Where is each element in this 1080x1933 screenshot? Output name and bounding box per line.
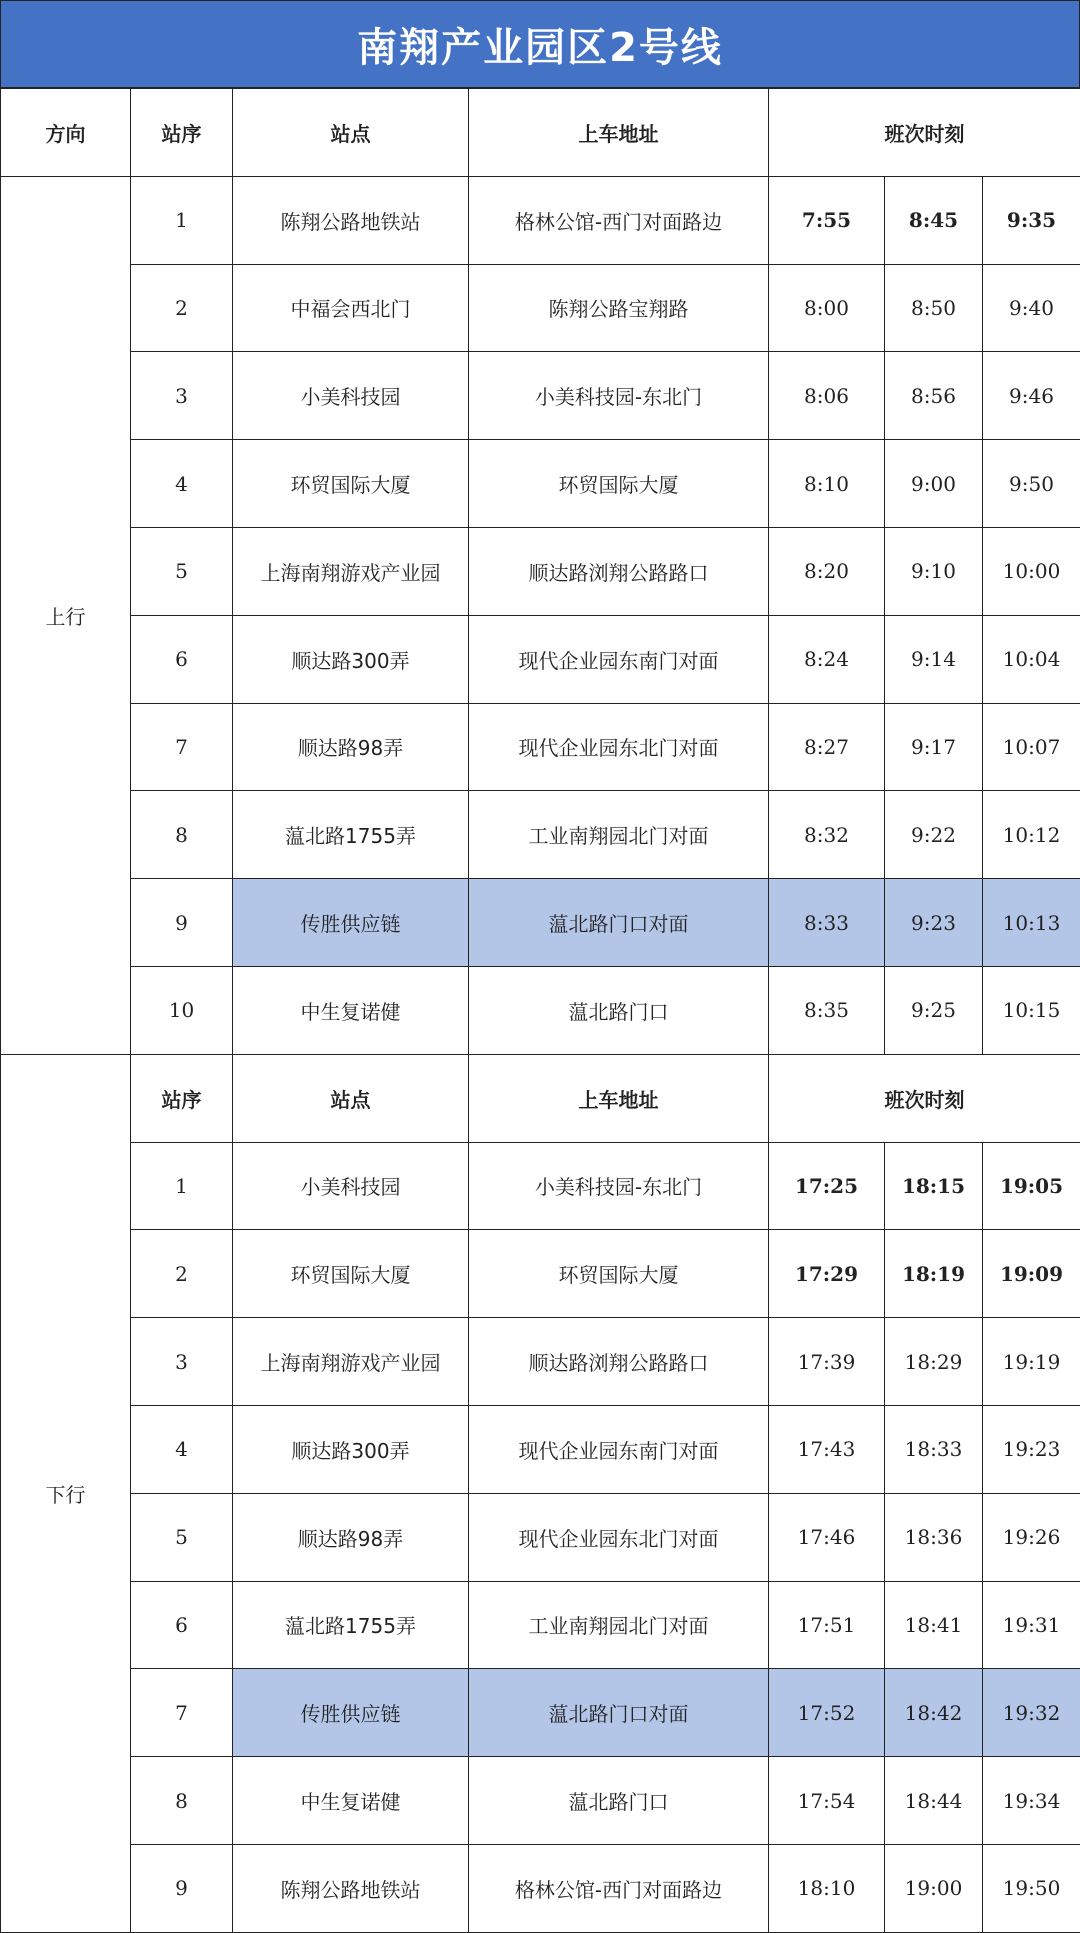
departure-time-cell: 8:32 xyxy=(769,791,885,879)
seq-cell: 1 xyxy=(131,176,233,264)
departure-time-cell: 9:14 xyxy=(885,615,983,703)
station-cell: 中福会西北门 xyxy=(233,264,469,352)
address-cell: 现代企业园东南门对面 xyxy=(469,615,769,703)
station-cell: 中生复诺健 xyxy=(233,1757,469,1845)
station-cell: 顺达路300弄 xyxy=(233,615,469,703)
station-cell: 蕰北路1755弄 xyxy=(233,1581,469,1669)
address-cell: 格林公馆-西门对面路边 xyxy=(469,1844,769,1932)
departure-time-cell: 19:50 xyxy=(983,1844,1080,1932)
seq-cell: 10 xyxy=(131,966,233,1054)
departure-time-cell: 8:33 xyxy=(769,879,885,967)
address-header: 上车地址 xyxy=(469,89,769,177)
station-cell: 陈翔公路地铁站 xyxy=(233,1844,469,1932)
table-row xyxy=(1,352,1080,440)
departure-time-cell: 19:32 xyxy=(983,1669,1080,1757)
departure-time-cell: 10:13 xyxy=(983,879,1080,967)
station-cell: 传胜供应链 xyxy=(233,1669,469,1757)
seq-cell: 8 xyxy=(131,791,233,879)
direction-header: 方向 xyxy=(1,89,131,177)
departure-time-cell: 9:46 xyxy=(983,352,1080,440)
address-cell: 现代企业园东南门对面 xyxy=(469,1405,769,1493)
table-row xyxy=(1,1669,1080,1757)
departure-time-cell: 18:33 xyxy=(885,1405,983,1493)
station-cell: 小美科技园 xyxy=(233,352,469,440)
departure-time-cell: 18:10 xyxy=(769,1844,885,1932)
departure-time-cell: 17:39 xyxy=(769,1318,885,1406)
departure-time-cell: 8:20 xyxy=(769,527,885,615)
address-cell: 顺达路浏翔公路路口 xyxy=(469,527,769,615)
departure-time-cell: 19:00 xyxy=(885,1844,983,1932)
departure-time-cell: 19:19 xyxy=(983,1318,1080,1406)
down-header-row xyxy=(1,1054,1080,1142)
address-cell: 工业南翔园北门对面 xyxy=(469,791,769,879)
table-row xyxy=(1,176,1080,264)
station-cell: 环贸国际大厦 xyxy=(233,440,469,528)
address-cell: 工业南翔园北门对面 xyxy=(469,1581,769,1669)
departure-time-cell: 8:50 xyxy=(885,264,983,352)
departure-time-cell: 9:22 xyxy=(885,791,983,879)
departure-time-cell: 8:27 xyxy=(769,703,885,791)
address-cell: 蕰北路门口对面 xyxy=(469,879,769,967)
departure-time-cell: 18:41 xyxy=(885,1581,983,1669)
table-row xyxy=(1,527,1080,615)
departure-time-cell: 9:35 xyxy=(983,176,1080,264)
table-row xyxy=(1,1142,1080,1230)
station-cell: 顺达路98弄 xyxy=(233,1493,469,1581)
times-header: 班次时刻 xyxy=(769,89,1080,177)
departure-time-cell: 10:15 xyxy=(983,966,1080,1054)
address-cell: 陈翔公路宝翔路 xyxy=(469,264,769,352)
table-row xyxy=(1,264,1080,352)
table-row xyxy=(1,1757,1080,1845)
address-cell: 蕰北路门口对面 xyxy=(469,1669,769,1757)
departure-time-cell: 8:35 xyxy=(769,966,885,1054)
address-cell: 顺达路浏翔公路路口 xyxy=(469,1318,769,1406)
table-row xyxy=(1,615,1080,703)
seq-cell: 4 xyxy=(131,1405,233,1493)
station-cell: 环贸国际大厦 xyxy=(233,1230,469,1318)
seq-cell: 7 xyxy=(131,703,233,791)
departure-time-cell: 8:56 xyxy=(885,352,983,440)
departure-time-cell: 7:55 xyxy=(769,176,885,264)
departure-time-cell: 9:40 xyxy=(983,264,1080,352)
table-row xyxy=(1,879,1080,967)
table-row xyxy=(1,1318,1080,1406)
departure-time-cell: 17:46 xyxy=(769,1493,885,1581)
departure-time-cell: 17:52 xyxy=(769,1669,885,1757)
departure-time-cell: 18:42 xyxy=(885,1669,983,1757)
departure-time-cell: 19:34 xyxy=(983,1757,1080,1845)
seq-cell: 5 xyxy=(131,527,233,615)
seq-cell: 1 xyxy=(131,1142,233,1230)
station-header: 站点 xyxy=(233,1054,469,1142)
departure-time-cell: 9:10 xyxy=(885,527,983,615)
station-cell: 上海南翔游戏产业园 xyxy=(233,527,469,615)
departure-time-cell: 9:25 xyxy=(885,966,983,1054)
address-header: 上车地址 xyxy=(469,1054,769,1142)
seq-cell: 6 xyxy=(131,615,233,703)
table-row xyxy=(1,1405,1080,1493)
station-cell: 蕰北路1755弄 xyxy=(233,791,469,879)
address-cell: 环贸国际大厦 xyxy=(469,1230,769,1318)
address-cell: 蕰北路门口 xyxy=(469,1757,769,1845)
seq-cell: 4 xyxy=(131,440,233,528)
departure-time-cell: 18:19 xyxy=(885,1230,983,1318)
table-row xyxy=(1,791,1080,879)
seq-cell: 9 xyxy=(131,879,233,967)
departure-time-cell: 19:05 xyxy=(983,1142,1080,1230)
departure-time-cell: 18:44 xyxy=(885,1757,983,1845)
seq-cell: 3 xyxy=(131,1318,233,1406)
station-cell: 小美科技园 xyxy=(233,1142,469,1230)
station-header: 站点 xyxy=(233,89,469,177)
seq-cell: 9 xyxy=(131,1844,233,1932)
station-cell: 陈翔公路地铁站 xyxy=(233,176,469,264)
header-row xyxy=(1,89,1080,177)
seq-cell: 5 xyxy=(131,1493,233,1581)
table-row xyxy=(1,1230,1080,1318)
table-row xyxy=(1,1493,1080,1581)
seq-cell: 2 xyxy=(131,264,233,352)
seq-cell: 8 xyxy=(131,1757,233,1845)
departure-time-cell: 8:10 xyxy=(769,440,885,528)
address-cell: 环贸国际大厦 xyxy=(469,440,769,528)
departure-time-cell: 19:31 xyxy=(983,1581,1080,1669)
table-row xyxy=(1,703,1080,791)
departure-time-cell: 19:09 xyxy=(983,1230,1080,1318)
direction-cell-up: 上行 xyxy=(1,176,131,1054)
page-title: 南翔产业园区2号线 xyxy=(0,0,1080,88)
address-cell: 小美科技园-东北门 xyxy=(469,1142,769,1230)
departure-time-cell: 19:23 xyxy=(983,1405,1080,1493)
seq-cell: 3 xyxy=(131,352,233,440)
table-row xyxy=(1,440,1080,528)
table-row xyxy=(1,966,1080,1054)
departure-time-cell: 18:29 xyxy=(885,1318,983,1406)
departure-time-cell: 10:00 xyxy=(983,527,1080,615)
departure-time-cell: 9:23 xyxy=(885,879,983,967)
times-header: 班次时刻 xyxy=(769,1054,1080,1142)
seq-cell: 2 xyxy=(131,1230,233,1318)
schedule-body xyxy=(1,89,1080,1933)
departure-time-cell: 17:43 xyxy=(769,1405,885,1493)
departure-time-cell: 10:12 xyxy=(983,791,1080,879)
departure-time-cell: 17:25 xyxy=(769,1142,885,1230)
departure-time-cell: 9:50 xyxy=(983,440,1080,528)
departure-time-cell: 9:17 xyxy=(885,703,983,791)
address-cell: 现代企业园东北门对面 xyxy=(469,703,769,791)
departure-time-cell: 19:26 xyxy=(983,1493,1080,1581)
seq-header: 站序 xyxy=(131,1054,233,1142)
departure-time-cell: 18:36 xyxy=(885,1493,983,1581)
schedule-table xyxy=(0,88,1080,1933)
departure-time-cell: 8:00 xyxy=(769,264,885,352)
departure-time-cell: 17:51 xyxy=(769,1581,885,1669)
seq-cell: 6 xyxy=(131,1581,233,1669)
departure-time-cell: 18:15 xyxy=(885,1142,983,1230)
departure-time-cell: 9:00 xyxy=(885,440,983,528)
address-cell: 小美科技园-东北门 xyxy=(469,352,769,440)
departure-time-cell: 8:45 xyxy=(885,176,983,264)
address-cell: 现代企业园东北门对面 xyxy=(469,1493,769,1581)
departure-time-cell: 10:07 xyxy=(983,703,1080,791)
station-cell: 顺达路300弄 xyxy=(233,1405,469,1493)
seq-cell: 7 xyxy=(131,1669,233,1757)
departure-time-cell: 8:06 xyxy=(769,352,885,440)
departure-time-cell: 17:29 xyxy=(769,1230,885,1318)
station-cell: 上海南翔游戏产业园 xyxy=(233,1318,469,1406)
address-cell: 格林公馆-西门对面路边 xyxy=(469,176,769,264)
station-cell: 传胜供应链 xyxy=(233,879,469,967)
departure-time-cell: 8:24 xyxy=(769,615,885,703)
direction-cell-down: 下行 xyxy=(1,1054,131,1932)
departure-time-cell: 10:04 xyxy=(983,615,1080,703)
table-row xyxy=(1,1844,1080,1932)
station-cell: 中生复诺健 xyxy=(233,966,469,1054)
station-cell: 顺达路98弄 xyxy=(233,703,469,791)
seq-header: 站序 xyxy=(131,89,233,177)
departure-time-cell: 17:54 xyxy=(769,1757,885,1845)
address-cell: 蕰北路门口 xyxy=(469,966,769,1054)
table-row xyxy=(1,1581,1080,1669)
